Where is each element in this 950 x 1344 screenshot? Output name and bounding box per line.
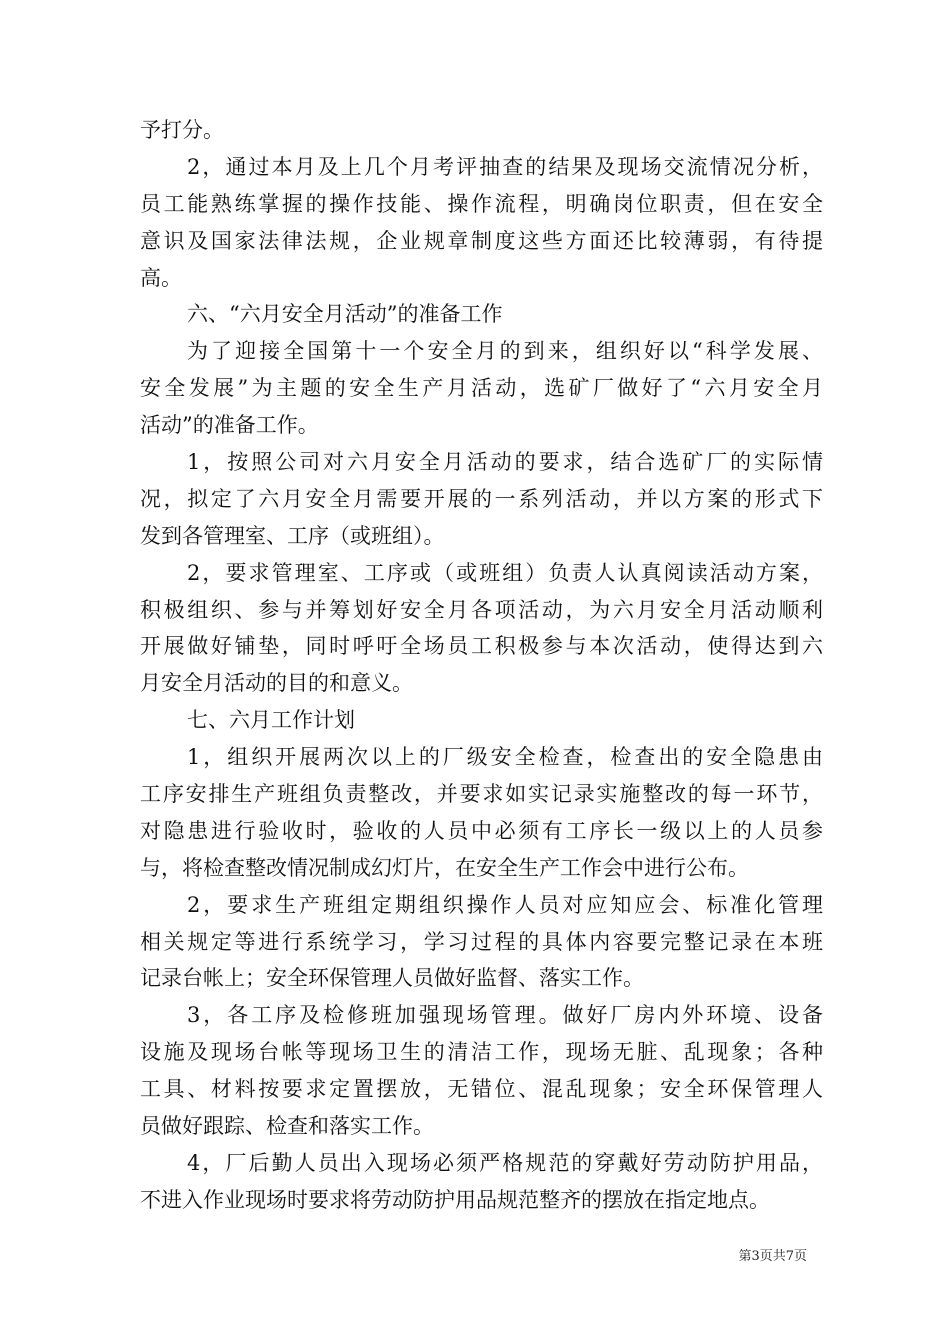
paragraph — [140, 149, 823, 297]
paragraph — [140, 887, 823, 998]
text-line: 2，要求管理室、工序或（或班组）负责人认真阅读活动方案， — [187, 560, 823, 585]
text-line: 工序安排生产班组负责整改，并要求如实记录实施整改的每一环节， — [140, 782, 823, 807]
section-heading — [140, 702, 823, 739]
section-heading — [140, 296, 823, 333]
text-line: 2，通过本月及上几个月考评抽查的结果及现场交流情况分析， — [187, 154, 823, 179]
text-line: 1，组织开展两次以上的厂级安全检查，检查出的安全隐患由 — [187, 745, 823, 770]
text-line: 工具、材料按要求定置摆放，无错位、混乱现象；安全环保管理人 — [140, 1077, 823, 1102]
text-line: 予打分。 — [140, 118, 224, 142]
page-number: 第3页共7页 — [738, 1249, 807, 1264]
text-line: 积极组织、参与并筹划好安全月各项活动，为六月安全月活动顺利 — [140, 597, 823, 622]
text-line: 安全发展”为主题的安全生产月活动，选矿厂做好了“六月安全月 — [140, 376, 823, 401]
text-line: 月安全月活动的目的和意义。 — [140, 671, 413, 696]
text-line: 2，要求生产班组定期组织操作人员对应知应会、标准化管理 — [187, 892, 823, 917]
text-line: 为了迎接全国第十一个安全月的到来，组织好以“科学发展、 — [187, 339, 823, 364]
text-line: 与，将检查整改情况制成幻灯片，在安全生产工作会中进行公布。 — [140, 855, 749, 880]
text-line: 1，按照公司对六月安全月活动的要求，结合选矿厂的实际情 — [187, 450, 823, 475]
text-line: 设施及现场台帐等现场卫生的清洁工作，现场无脏、乱现象；各种 — [140, 1040, 823, 1065]
text-line: 4，厂后勤人员出入现场必须严格规范的穿戴好劳动防护用品， — [187, 1150, 823, 1175]
paragraph — [140, 112, 823, 149]
paragraph — [140, 444, 823, 555]
text-line: 员工能熟练掌握的操作技能、操作流程，明确岗位职责，但在安全 — [140, 191, 823, 216]
text-line: 活动”的准备工作。 — [140, 413, 319, 438]
document-body — [140, 112, 823, 1219]
paragraph — [140, 739, 823, 887]
text-line: 相关规定等进行系统学习，学习过程的具体内容要完整记录在本班 — [140, 929, 823, 954]
paragraph — [140, 997, 823, 1145]
paragraph — [140, 555, 823, 703]
text-line: 意识及国家法律法规，企业规章制度这些方面还比较薄弱，有待提 — [140, 228, 823, 253]
text-line: 况，拟定了六月安全月需要开展的一系列活动，并以方案的形式下 — [140, 486, 823, 511]
text-line: 3，各工序及检修班加强现场管理。做好厂房内外环境、设备 — [187, 1003, 823, 1028]
text-line: 七、六月工作计划 — [187, 708, 355, 733]
text-line: 高。 — [140, 265, 182, 290]
text-line: 记录台帐上；安全环保管理人员做好监督、落实工作。 — [140, 966, 644, 991]
paragraph — [140, 1145, 823, 1219]
text-line: 对隐患进行验收时，验收的人员中必须有工序长一级以上的人员参 — [140, 818, 823, 843]
text-line: 六、“六月安全月活动”的准备工作 — [187, 302, 503, 327]
paragraph — [140, 333, 823, 444]
text-line: 不进入作业现场时要求将劳动防护用品规范整齐的摆放在指定地点。 — [140, 1187, 770, 1212]
text-line: 发到各管理室、工序（或班组）。 — [140, 523, 445, 548]
text-line: 员做好跟踪、检查和落实工作。 — [140, 1114, 434, 1139]
text-line: 开展做好铺垫，同时呼吁全场员工积极参与本次活动，使得达到六 — [140, 634, 823, 659]
